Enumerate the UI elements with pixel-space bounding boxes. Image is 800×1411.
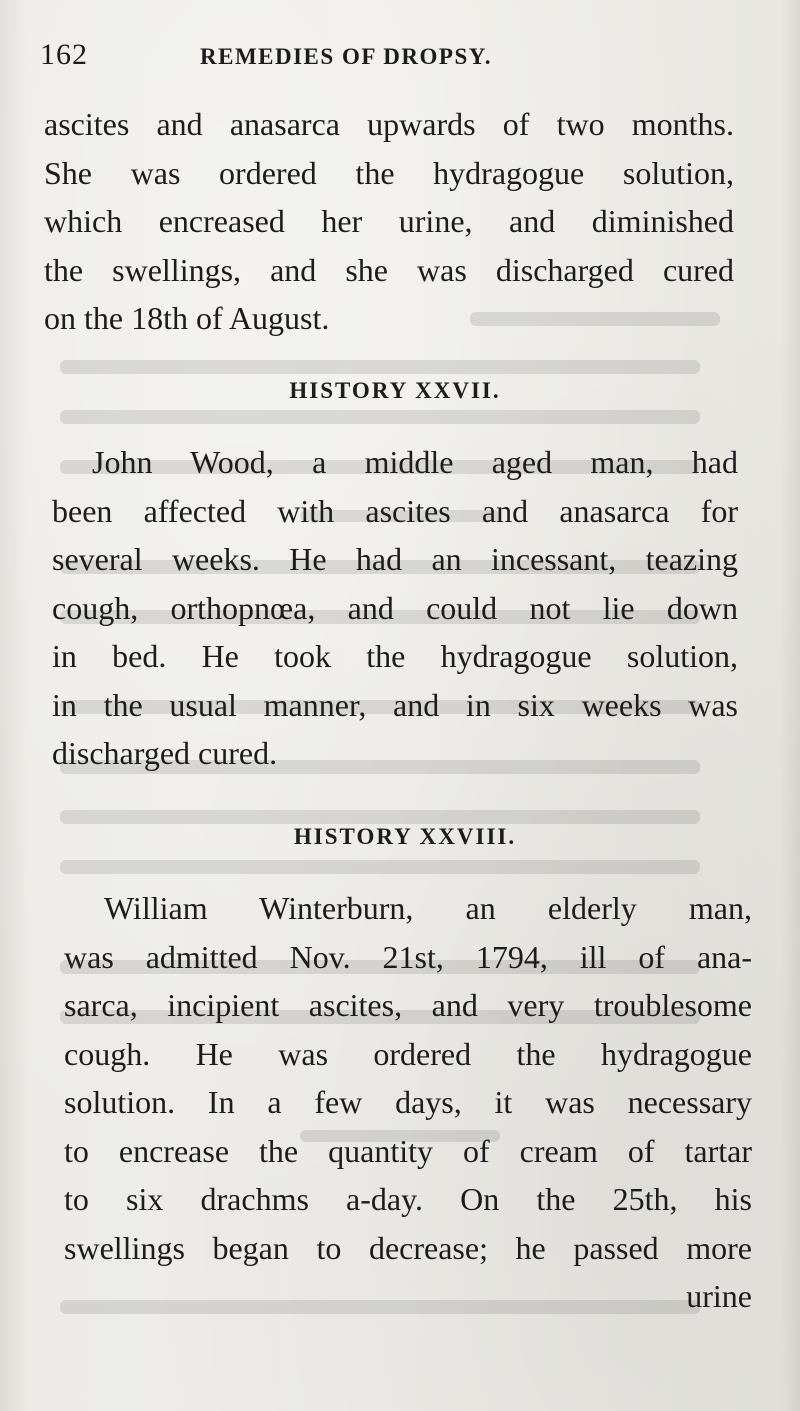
running-head [40,38,580,82]
text-line: William Winterburn, an elderly man, [104,890,752,926]
text-line: on the 18th of August. [44,300,330,336]
text-line: several weeks. He had an incessant, teazing [52,541,738,577]
paragraph-william-winterburn [64,884,752,1321]
catchword: urine [686,1278,752,1314]
section-heading-history-xxviii: HISTORY XXVIII. [293,824,517,849]
text-line: the swellings, and she was discharged cured [44,251,734,288]
text-line: cough, orthopnœa, and could not lie down [52,589,738,626]
paragraph-john-wood [52,438,738,778]
section-heading-history-xxvii: HISTORY XXVII. [289,378,501,403]
text-line: to encrease the quantity of cream of tartar [64,1132,752,1169]
paragraph-continuation [44,100,734,343]
text-line: solution. In a few days, it was necessary [64,1084,752,1120]
text-line: ascites and anasarca upwards of two months. [44,106,734,142]
text-line: John Wood, a middle aged man, had [92,444,738,480]
text-line: in bed. He took the hydragogue solution, [52,638,738,674]
running-title: REMEDIES OF DROPSY. [200,44,492,69]
text-line: been affected with ascites and anasarca for [52,492,738,529]
text-line: which encreased her urine, and diminished [44,203,734,239]
text-line: swellings began to decrease; he passed more [64,1229,752,1266]
text-line: in the usual manner, and in six weeks was [52,686,738,723]
text-line: She was ordered the hydragogue solution, [44,154,734,191]
text-line: sarca, incipient ascites, and very troublesome [64,987,752,1023]
text-line: was admitted Nov. 21st, 1794, ill of ana- [64,938,752,975]
text-line: cough. He was ordered the hydragogue [64,1035,752,1072]
page-number: 162 [40,38,88,71]
text-line: discharged cured. [52,735,278,771]
text-line: to six drachms a-day. On the 25th, his [64,1181,752,1217]
